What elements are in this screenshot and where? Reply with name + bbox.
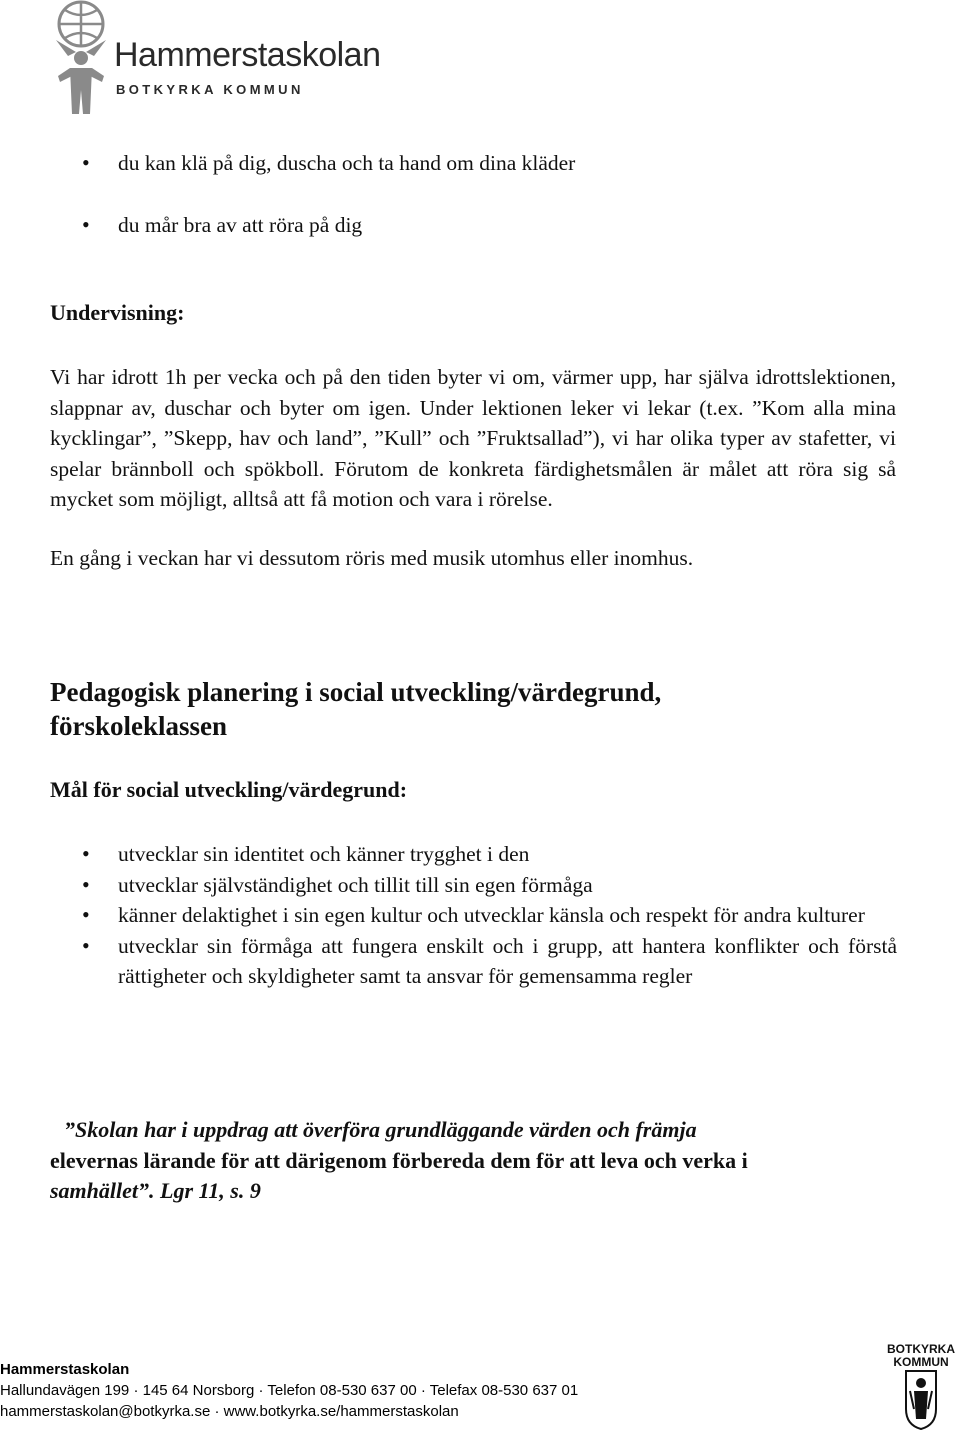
list-item: • du kan klä på dig, duscha och ta hand om dina kläder — [82, 148, 897, 179]
list-item: • utvecklar självständighet och tillit till sin egen förmåga — [82, 870, 897, 901]
footer-address: Hallundavägen 199 · 145 64 Norsborg · Telefon 08-530 637 00 · Telefax 08-530 637 01 — [0, 1382, 579, 1399]
footer — [0, 1359, 578, 1422]
goals-list — [82, 839, 897, 992]
quote-line-1: ”Skolan har i uppdrag att överföra grundläggande värden och främja — [64, 1117, 697, 1142]
list-item: • utvecklar sin förmåga att fungera enskilt och i grupp, att hantera konflikter och förstå rättigheter och skyldigheter samt ta ansvar för gemensamma regler — [82, 931, 897, 992]
footer-school-name: Hammerstaskolan — [0, 1361, 130, 1378]
logo-text-2: KOMMUN — [893, 1355, 949, 1369]
intro-bullet-list — [82, 148, 897, 179]
header-municipality: BOTKYRKA KOMMUN — [116, 82, 304, 97]
goals-heading: Mål för social utveckling/värdegrund: — [50, 777, 408, 802]
planning-title-line-1: Pedagogisk planering i social utveckling/värdegrund, — [50, 677, 662, 707]
header-school-name: Hammerstaskolan — [114, 36, 381, 74]
planning-title-line-2: förskoleklassen — [50, 711, 228, 741]
undervisning-heading: Undervisning: — [50, 300, 185, 325]
municipality-logo — [884, 1343, 958, 1433]
footer-contact: hammerstaskolan@botkyrka.se · www.botkyrka.se/hammerstaskolan — [0, 1403, 459, 1420]
school-logo-icon — [50, 0, 112, 116]
list-item: • utvecklar sin identitet och känner trygghet i den — [82, 839, 897, 870]
undervisning-paragraph: Vi har idrott 1h per vecka och på den tiden byter vi om, värmer upp, har själva idrottslektionen, slappnar av, duschar och byter om igen. Under lektionen leker vi lekar (t.ex. ”Kom alla mina kycklingar”, ”Skepp, hav och land”, ”Kull” och ”Fruktsallad”), vi har olika typer av stafetter, vi spelar brännboll och spökboll. Förutom de konkreta färdighetsmålen är målet att röra sig så mycket som möjligt, alltså att få motion och vara i rörelse. — [50, 365, 896, 511]
quote-line-2: elevernas lärande för att därigenom förbereda dem för att leva och verka i — [50, 1147, 748, 1173]
logo-text-1: BOTKYRKA — [887, 1342, 955, 1356]
planning-title — [50, 675, 910, 743]
list-item: • du mår bra av att röra på dig — [82, 210, 897, 241]
intro-bullet-list-2 — [82, 210, 897, 241]
curriculum-quote — [50, 1115, 896, 1207]
undervisning-paragraph-2: En gång i veckan har vi dessutom röris med musik utomhus eller inomhus. — [50, 546, 694, 570]
municipality-crest-icon — [884, 1369, 958, 1431]
quote-line-3: samhället”. Lgr 11, s. 9 — [50, 1178, 261, 1203]
list-item: • känner delaktighet i sin egen kultur och utvecklar känsla och respekt för andra kulturer — [82, 900, 897, 931]
